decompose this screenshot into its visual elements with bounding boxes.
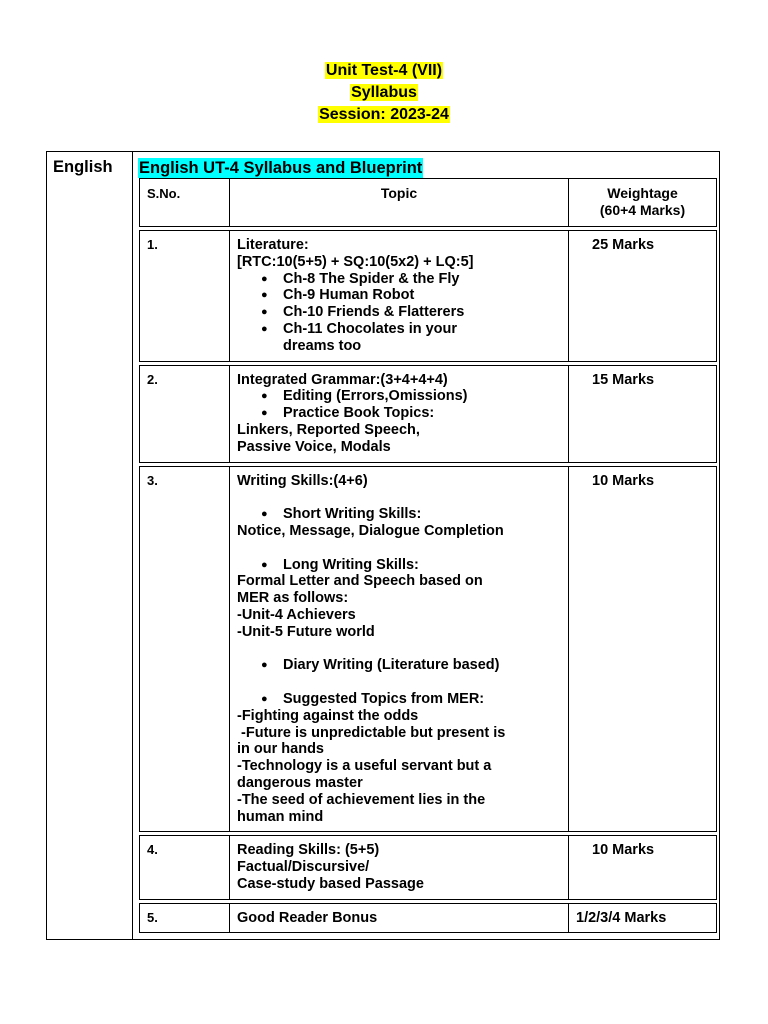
header-sno: S.No. bbox=[140, 179, 230, 227]
topic-cell: Writing Skills:(4+6) ● Short Writing Skills: Notice, Message, Dialogue Completion ● Long Writing Skills: Formal Letter and Speech based on MER as follows: -Unit-4 Achievers -Unit-5 Future world ● Diary Writing (Literature based) ● Suggested Topics from MER: -Fighting against the odds -Future is unpredictable but present is in our hands -Technology is a useful servant but a dangerous master -The seed of achievement lies in the human mind bbox=[230, 466, 569, 832]
topic-cell: Literature: [RTC:10(5+5) + SQ:10(5x2) + LQ:5] ● Ch-8 The Spider & the Fly ● Ch-9 Human Robot ● Ch-10 Friends & Flatterers ● Ch-11 Chocolates in your dreams too bbox=[230, 231, 569, 362]
marks-cell: 1/2/3/4 Marks bbox=[569, 903, 717, 933]
bullet-item: ● Editing (Errors,Omissions) bbox=[237, 388, 561, 405]
marks-cell: 15 Marks bbox=[569, 365, 717, 462]
bullet-item: ● Practice Book Topics: bbox=[237, 405, 561, 422]
topic-cell: Good Reader Bonus bbox=[230, 903, 569, 933]
bullet-item: ● Ch-8 The Spider & the Fly bbox=[237, 271, 561, 288]
table-row: 5. Good Reader Bonus 1/2/3/4 Marks bbox=[140, 903, 717, 933]
header-weightage: Weightage (60+4 Marks) bbox=[569, 179, 717, 227]
topic-cell: Integrated Grammar:(3+4+4+4) ● Editing (Errors,Omissions) ● Practice Book Topics: Linkers, Reported Speech, Passive Voice, Modals bbox=[230, 365, 569, 462]
bullet-item: ● Ch-11 Chocolates in your bbox=[237, 321, 561, 338]
table-header-row bbox=[140, 179, 717, 227]
session-label: Session: 2023-24 bbox=[319, 106, 449, 123]
header-topic: Topic bbox=[230, 179, 569, 227]
blueprint-table bbox=[139, 178, 717, 933]
bullet-item: ● Suggested Topics from MER: bbox=[237, 691, 561, 708]
marks-cell: 10 Marks bbox=[569, 836, 717, 899]
bullet-item: ● Long Writing Skills: bbox=[237, 557, 561, 574]
bullet-item: ● Ch-9 Human Robot bbox=[237, 287, 561, 304]
marks-cell: 25 Marks bbox=[569, 231, 717, 362]
test-title: Unit Test-4 (VII) bbox=[325, 62, 443, 79]
bullet-item: ● Diary Writing (Literature based) bbox=[237, 657, 561, 674]
table-row: 4. Reading Skills: (5+5) Factual/Discursive/ Case-study based Passage 10 Marks bbox=[140, 836, 717, 899]
document-header bbox=[0, 60, 768, 126]
table-row: 2. Integrated Grammar:(3+4+4+4) ● Editing (Errors,Omissions) ● Practice Book Topics: Linkers, Reported Speech, Passive Voice, Modals 15 Marks bbox=[140, 365, 717, 462]
bullet-item: ● Ch-10 Friends & Flatterers bbox=[237, 304, 561, 321]
subject-cell bbox=[47, 152, 133, 939]
table-row: 3. Writing Skills:(4+6) ● Short Writing Skills: Notice, Message, Dialogue Completion ● Long Writing Skills: Formal Letter and Speech based on MER as follows: -Unit-4 Achievers -Unit-5 Future world ● Diary Writing (Literature based) ● Suggested Topics from MER: -Fighting against the odds -Future is unpredictable but present is in our hands -Technology is a useful servant but a dangerous master -The seed of achievement lies in the human mind 10 Marks bbox=[140, 466, 717, 832]
topic-cell: Reading Skills: (5+5) Factual/Discursive/ Case-study based Passage bbox=[230, 836, 569, 899]
syllabus-label: Syllabus bbox=[351, 84, 417, 101]
marks-cell: 10 Marks bbox=[569, 466, 717, 832]
subject-name: English bbox=[53, 158, 113, 176]
bullet-item: ● Short Writing Skills: bbox=[237, 506, 561, 523]
syllabus-outer-table bbox=[46, 151, 720, 940]
section-title: English UT-4 Syllabus and Blueprint bbox=[139, 159, 423, 177]
table-row: 1. Literature: [RTC:10(5+5) + SQ:10(5x2) + LQ:5] ● Ch-8 The Spider & the Fly ● Ch-9 Human Robot ● Ch-10 Friends & Flatterers ● Ch-11 Chocolates in your dreams too 25 Marks bbox=[140, 231, 717, 362]
